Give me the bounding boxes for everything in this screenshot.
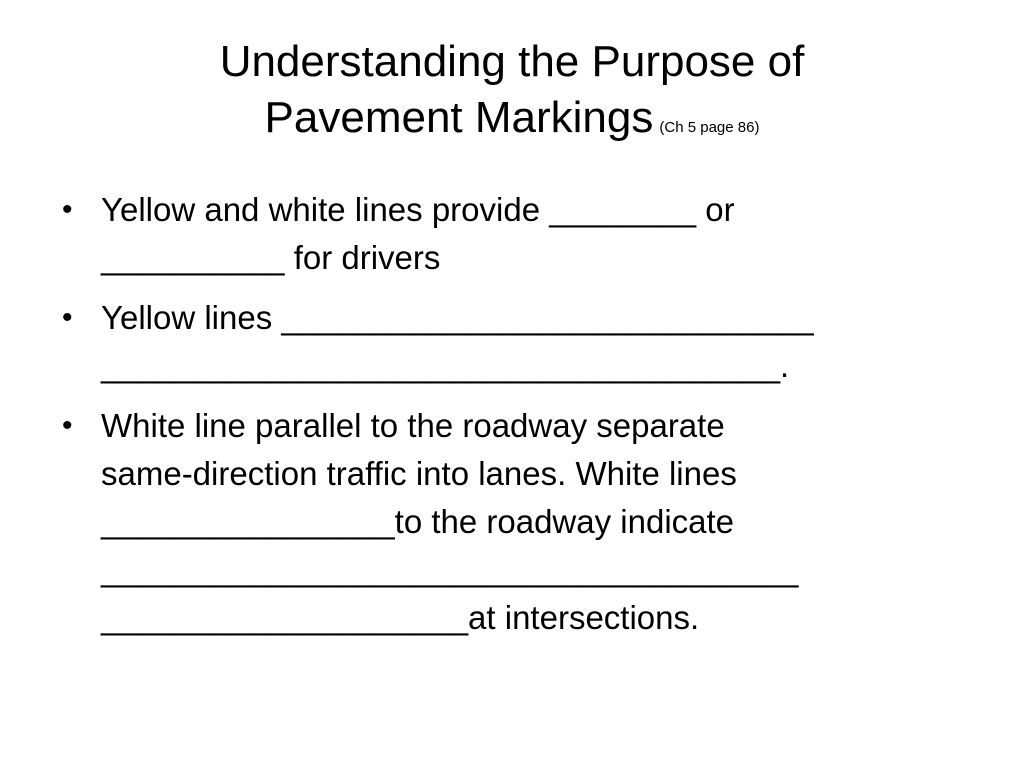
- bullet-text-line: same-direction traffic into lanes. White lines: [101, 455, 737, 492]
- title-line-1: Understanding the Purpose of: [219, 37, 805, 86]
- bullet-item-lines-provide: [60, 186, 1000, 282]
- slide-title: [60, 34, 964, 146]
- bullet-item-white-lines: [60, 402, 1000, 642]
- bullet-text-line: White line parallel to the roadway separate: [101, 407, 725, 444]
- bullet-item-yellow-lines: [60, 294, 1000, 390]
- chapter-page-reference: (Ch 5 page 86): [659, 119, 760, 136]
- bullet-text-line: __________ for drivers: [101, 239, 441, 276]
- bullet-list: [60, 186, 1000, 654]
- bullet-text-line: _____________________________________.: [101, 347, 790, 384]
- title-line-2-text: Pavement Markings: [264, 93, 654, 142]
- bullet-text-line: ________________to the roadway indicate: [101, 503, 735, 540]
- title-line-2: [60, 90, 964, 146]
- bullet-text-line: Yellow lines _____________________________: [101, 299, 814, 336]
- bullet-text-line: Yellow and white lines provide ________ or: [101, 191, 735, 228]
- bullet-marker: •: [62, 193, 73, 226]
- bullet-marker: •: [62, 301, 73, 334]
- bullet-text-line: ______________________________________: [101, 551, 799, 588]
- bullet-marker: •: [62, 409, 73, 442]
- bullet-text-line: ____________________at intersections.: [101, 599, 700, 636]
